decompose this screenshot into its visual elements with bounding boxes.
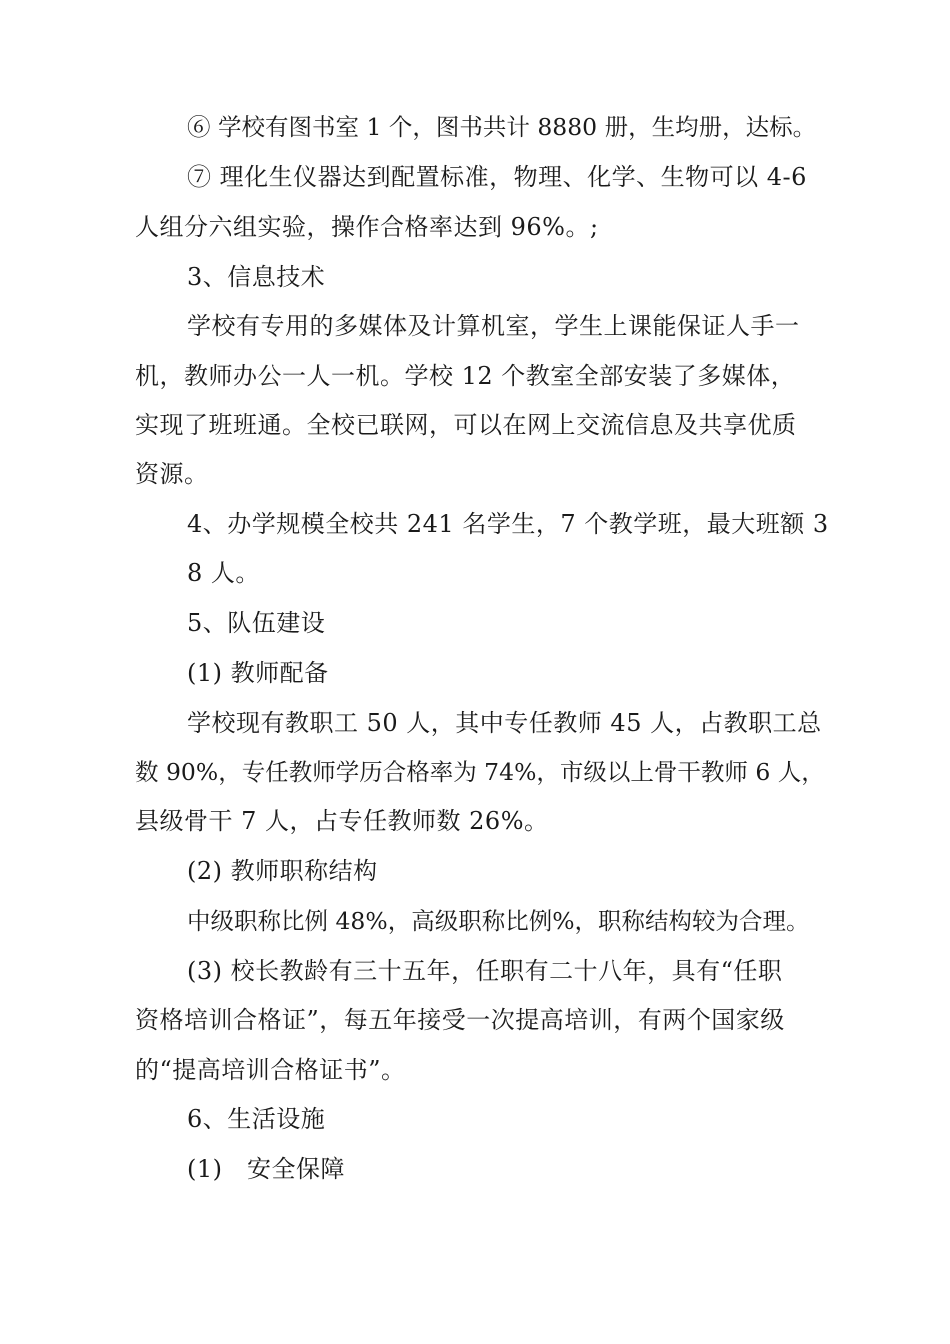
text-line-16: (2) 教师职称结构 bbox=[187, 857, 378, 885]
text-line-6: 机，教师办公一人一机。学校 12 个教室全部安装了多媒体， bbox=[135, 362, 796, 390]
text-line-21: 6、生活设施 bbox=[187, 1105, 326, 1133]
text-line-20: 的“提高培训合格证书”。 bbox=[135, 1056, 406, 1084]
text-line-18: (3) 校长教龄有三十五年，任职有二十八年，具有“任职 bbox=[187, 957, 783, 985]
text-line-3: 人组分六组实验，操作合格率达到 96%。; bbox=[135, 213, 599, 241]
text-line-22: (1) 安全保障 bbox=[187, 1155, 345, 1183]
text-line-13: 学校现有教职工 50 人，其中专任教师 45 人，占教职工总 bbox=[187, 709, 822, 737]
text-line-2: ⑦ 理化生仪器达到配置标准，物理、化学、生物可以 4-6 bbox=[187, 163, 807, 191]
text-line-10: 8 人。 bbox=[187, 559, 260, 587]
text-line-8: 资源。 bbox=[135, 460, 209, 488]
text-line-15: 县级骨干 7 人，占专任教师数 26%。 bbox=[135, 807, 549, 835]
text-line-9: 4、办学规模全校共 241 名学生，7 个教学班，最大班额 3 bbox=[187, 510, 829, 538]
text-line-19: 资格培训合格证”，每五年接受一次提高培训，有两个国家级 bbox=[135, 1006, 785, 1034]
text-line-17: 中级职称比例 48%，高级职称比例%，职称结构较为合理。 bbox=[187, 907, 810, 935]
text-line-14: 数 90%，专任教师学历合格率为 74%，市级以上骨干教师 6 人， bbox=[135, 758, 825, 786]
text-line-4: 3、信息技术 bbox=[187, 263, 326, 291]
text-line-5: 学校有专用的多媒体及计算机室，学生上课能保证人手一 bbox=[187, 312, 800, 340]
text-line-11: 5、队伍建设 bbox=[187, 609, 326, 637]
text-line-12: (1) 教师配备 bbox=[187, 659, 329, 687]
text-line-7: 实现了班班通。全校已联网，可以在网上交流信息及共享优质 bbox=[135, 411, 797, 439]
text-line-1: ⑥ 学校有图书室 1 个，图书共计 8880 册，生均册，达标。 bbox=[187, 113, 817, 141]
